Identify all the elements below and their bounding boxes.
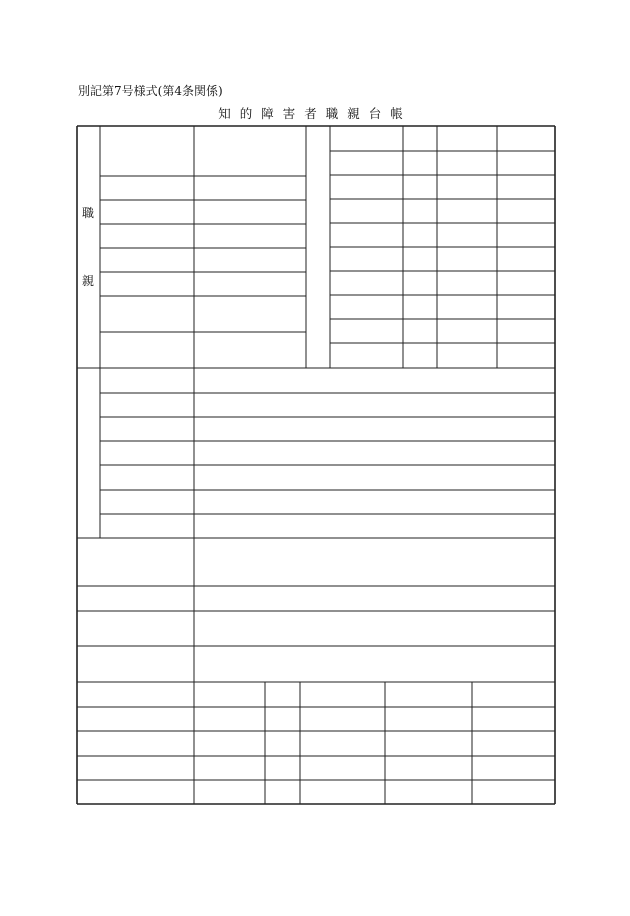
form-caption: 別記第7号様式(第4条関係) [78, 84, 223, 98]
shokuoya-group-label-char: 職 [81, 206, 94, 220]
shokuoya-group-label [78, 205, 98, 289]
form-title: 知的障害者職親台帳 [218, 106, 412, 121]
shokuoya-group-label-char: 親 [81, 274, 94, 288]
